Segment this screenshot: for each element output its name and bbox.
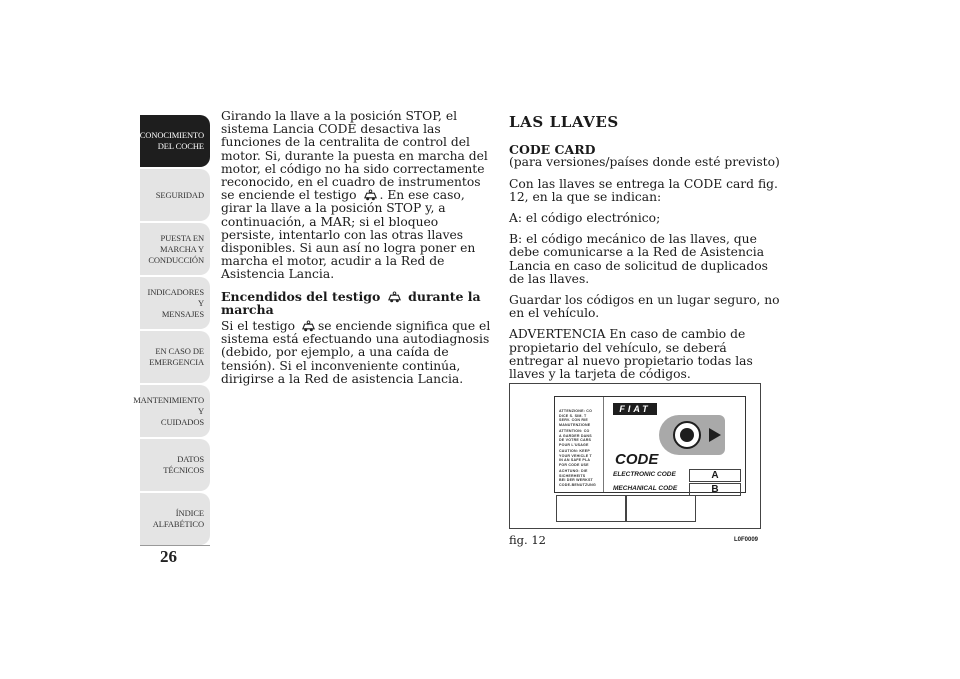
card-slot-left <box>556 495 626 522</box>
tab-label: PUESTA EN MARCHA Y CONDUCCIÓN <box>148 232 204 265</box>
section-title: LAS LLAVES <box>509 113 619 131</box>
tab-label: INDICADORES Y MENSAJES <box>147 286 204 319</box>
chapter-sidebar <box>133 115 210 547</box>
warning-text-block: ATTENZIONE: CO DICE S. SIM. T SERV. CON RIE MANUTENZIONE <box>559 409 593 427</box>
figure-code-card <box>509 383 761 529</box>
tab-label: MANTENIMIENTO Y CUIDADOS <box>133 394 204 427</box>
paragraph-code-card: Con las llaves se entrega la CODE card fig. 12, en la que se indican: <box>509 176 778 204</box>
card-slot-right <box>626 495 696 522</box>
tab-label: SEGURIDAD <box>155 189 204 200</box>
paragraph-store-codes: Guardar los códigos en un lugar seguro, no en el vehículo. <box>509 293 780 321</box>
subhead-encendidos: Encendidos del testigo durante la marcha <box>221 288 481 317</box>
immobilizer-indicator-icon <box>301 320 316 332</box>
tab-indice-alfabetico[interactable] <box>140 493 210 545</box>
electronic-code-row <box>613 469 741 481</box>
tab-label: DATOS TÉCNICOS <box>163 454 204 475</box>
code-card-note: (para versiones/países donde esté previsto) <box>509 155 780 170</box>
immobilizer-indicator-icon <box>387 291 402 303</box>
paragraph-code-a: A: el código electrónico; <box>509 211 661 226</box>
warning-text-block: CAUTION: KEEP YOUR VEHICLE T IN AN SAFE PLA FOR CODE USE <box>559 449 592 467</box>
tab-emergencia[interactable] <box>140 331 210 383</box>
figure-caption: fig. 12 <box>509 533 546 547</box>
tab-seguridad[interactable] <box>140 169 210 221</box>
card-title: CODE <box>615 451 659 468</box>
tab-conocimiento-del-coche[interactable] <box>140 115 210 167</box>
electronic-code-label: ELECTRONIC CODE <box>613 471 676 478</box>
tab-mantenimiento[interactable] <box>133 385 210 437</box>
tab-puesta-en-marcha[interactable] <box>140 223 210 275</box>
paragraph-warning: ADVERTENCIA En caso de cambio de propietario del vehículo, se deberá entregar al nuevo propietario todas las llaves y la tarjeta de códigos. <box>509 327 753 382</box>
card-warning-panel <box>555 397 604 492</box>
key-arrow-icon <box>709 428 721 442</box>
tab-label: CONOCIMIENTO DEL COCHE <box>139 130 204 151</box>
paragraph-stop-position: Girando la llave a la posición STOP, el sistema Lancia CODE desactiva las funciones de la centralita de control del motor. Si, durante la puesta en marcha del motor, el código no ha sido correctamente reconocido, en el cuadro de instrumentos se enciende el testigo . En ese caso, girar la llave a la posición STOP y, a continuación, a MAR; si el bloqueo persiste, intentarlo con las otras llaves disponibles. Si aun así no logra poner en marcha el motor, acudir a la Red de Asistencia Lancia. <box>221 109 488 282</box>
page-divider <box>140 545 210 546</box>
electronic-code-value: A <box>689 469 741 482</box>
mechanical-code-label: MECHANICAL CODE <box>613 485 678 492</box>
left-column <box>221 110 493 394</box>
key-center-icon <box>680 428 694 442</box>
immobilizer-indicator-icon <box>363 189 378 201</box>
paragraph-autodiagnosis: Si el testigo se enciende significa que el sistema está efectuando una autodiagnosis (debido, por ejemplo, a una caída de tensión). Si el inconveniente continúa, dirigirse a la Red de asistencia Lancia. <box>221 319 491 386</box>
code-card-illustration <box>554 396 746 493</box>
warning-text-block: ATTENTION: CO A GARDER DANS DE VOTRE CARS POUR L'USAGE <box>559 429 592 447</box>
page-number: 26 <box>160 547 177 566</box>
figure-reference-code: L0F0009 <box>734 537 759 543</box>
right-column <box>509 110 781 389</box>
mechanical-code-value: B <box>689 483 741 496</box>
warning-text-block: ACHTUNG: DIE SICHERHEITS BEI DER WERKST CODE-BENUTZUNG <box>559 469 596 487</box>
code-card-heading: CODE CARD <box>509 142 596 158</box>
tab-indicadores[interactable] <box>140 277 210 329</box>
tab-label: EN CASO DE EMERGENCIA <box>149 346 204 367</box>
tab-datos-tecnicos[interactable] <box>140 439 210 491</box>
brand-logo: FIAT <box>613 403 657 415</box>
tab-label: ÍNDICE ALFABÉTICO <box>152 508 204 529</box>
paragraph-code-b: B: el código mecánico de las llaves, que debe comunicarse a la Red de Asistencia Lancia en caso de solicitud de duplicados de las llaves. <box>509 232 768 286</box>
mechanical-code-row <box>613 483 741 495</box>
